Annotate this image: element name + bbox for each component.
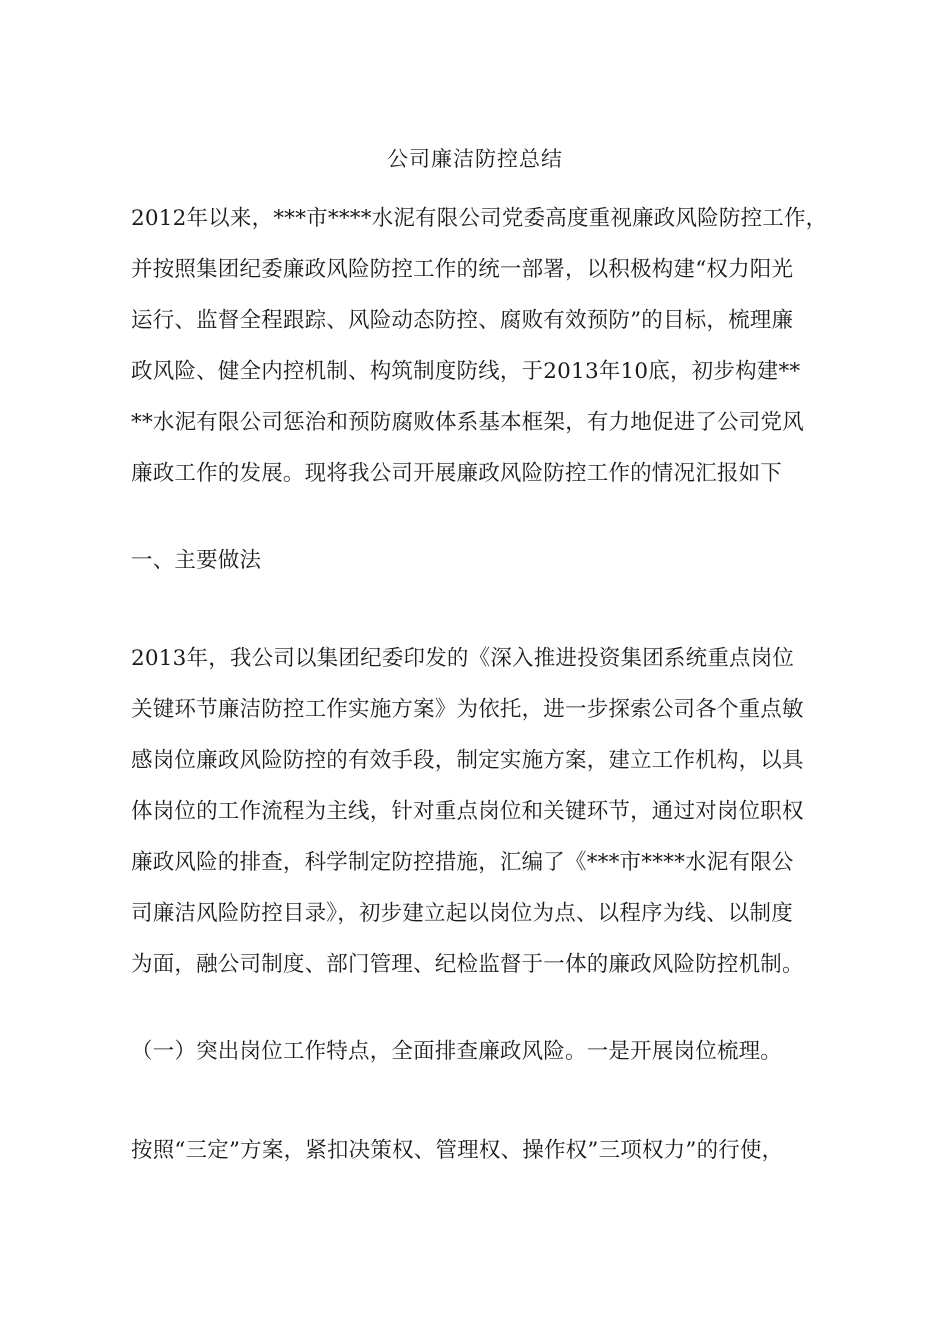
main-practice-paragraph — [131, 633, 831, 990]
closing-line: 按照“三定”方案，紧扣决策权、管理权、操作权”三项权力”的行使， — [131, 1138, 784, 1163]
practice-line-2: 关键环节廉洁防控工作实施方案》为依托，进一步探索公司各个重点敏 — [131, 697, 804, 722]
intro-line-1: 2012年以来，***市****水泥有限公司党委高度重视廉政风险防控工作， — [131, 206, 828, 231]
practice-line-1: 2013年，我公司以集团纪委印发的《深入推进投资集团系统重点岗位 — [131, 646, 795, 671]
practice-line-4: 体岗位的工作流程为主线，针对重点岗位和关键环节，通过对岗位职权 — [131, 799, 804, 824]
practice-line-3: 感岗位廉政风险防控的有效手段，制定实施方案，建立工作机构，以具 — [131, 748, 804, 773]
intro-line-4: 政风险、健全内控机制、构筑制度防线，于2013年10底，初步构建** — [131, 359, 801, 384]
intro-line-3: 运行、监督全程跟踪、风险动态防控、腐败有效预防”的目标，梳理廉 — [131, 308, 794, 333]
intro-line-6: 廉政工作的发展。现将我公司开展廉政风险防控工作的情况汇报如下 — [131, 461, 783, 486]
document-title: 公司廉洁防控总结 — [387, 147, 563, 171]
subsection-line: （一）突出岗位工作特点，全面排查廉政风险。一是开展岗位梳理。 — [131, 1039, 783, 1064]
practice-line-6: 司廉洁风险防控目录》，初步建立起以岗位为点、以程序为线、以制度 — [131, 901, 793, 926]
practice-line-7: 为面，融公司制度、部门管理、纪检监督于一体的廉政风险防控机制。 — [131, 952, 804, 977]
intro-line-2: 并按照集团纪委廉政风险防控工作的统一部署，以积极构建“权力阳光 — [131, 257, 794, 282]
section-heading: 一、主要做法 — [131, 548, 262, 573]
closing-paragraph — [131, 1125, 831, 1176]
practice-line-5: 廉政风险的排查，科学制定防控措施，汇编了《***市****水泥有限公 — [131, 850, 794, 875]
subsection-paragraph — [131, 1026, 831, 1077]
intro-paragraph — [131, 193, 831, 499]
intro-line-5: **水泥有限公司惩治和预防腐败体系基本框架，有力地促进了公司党风 — [131, 410, 804, 435]
